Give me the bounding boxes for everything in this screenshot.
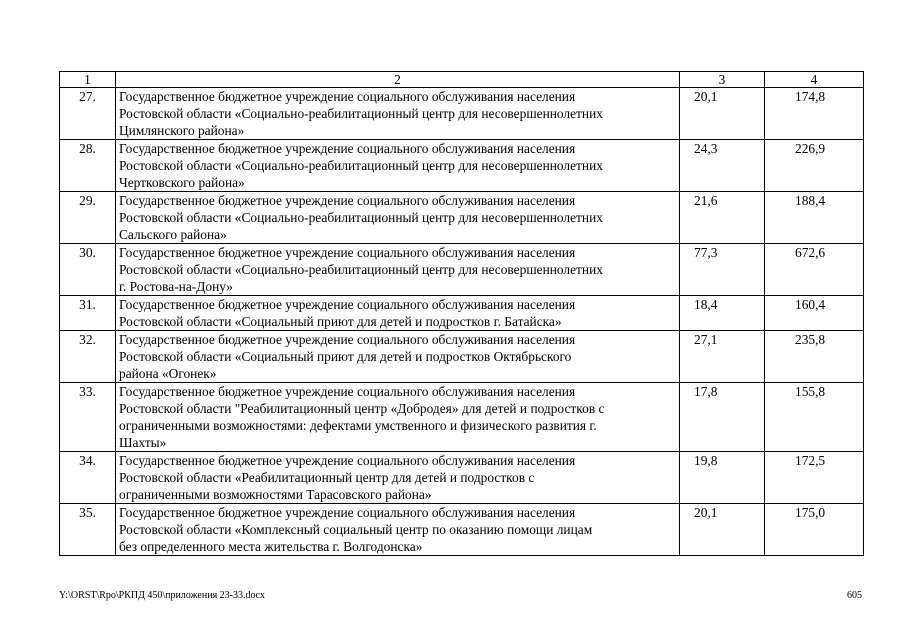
institution-name-line: Государственное бюджетное учреждение социального обслуживания населения	[119, 453, 576, 468]
institution-name-line: Ростовской области «Социально-реабилитационный центр для несовершеннолетних	[119, 158, 603, 173]
institution-name-line: Государственное бюджетное учреждение социального обслуживания населения	[119, 141, 576, 156]
institution-name-line: Ростовской области «Социальный приют для детей и подростков Октябрьского	[119, 349, 572, 364]
value-col-4: 672,6	[765, 244, 864, 296]
institution-name	[116, 244, 680, 296]
value-col-4: 226,9	[765, 140, 864, 192]
institution-name-line: ограниченными возможностями Тарасовского района»	[119, 487, 432, 502]
header-col-1: 1	[60, 72, 116, 88]
header-col-4: 4	[765, 72, 864, 88]
table-body	[60, 72, 864, 556]
institution-name-line: района «Огонек»	[119, 366, 217, 381]
institution-name-line: Государственное бюджетное учреждение социального обслуживания населения	[119, 505, 576, 520]
row-number: 35.	[60, 504, 116, 556]
table-row	[60, 296, 864, 331]
institution-name-line: ограниченными возможностями: дефектами умственного и физического развития г.	[119, 418, 597, 433]
row-number: 31.	[60, 296, 116, 331]
institution-name-line: Шахты»	[119, 435, 167, 450]
appendix-table	[59, 71, 864, 556]
value-col-3: 21,6	[680, 192, 765, 244]
table-row	[60, 331, 864, 383]
table-header-row	[60, 72, 864, 88]
table-row	[60, 504, 864, 556]
table-row	[60, 244, 864, 296]
institution-name	[116, 296, 680, 331]
value-col-3: 18,4	[680, 296, 765, 331]
institution-name-line: Государственное бюджетное учреждение социального обслуживания населения	[119, 193, 576, 208]
institution-name-line: г. Ростова-на-Дону»	[119, 279, 233, 294]
institution-name-line: Сальского района»	[119, 227, 227, 242]
value-col-3: 19,8	[680, 452, 765, 504]
institution-name-line: Ростовской области "Реабилитационный центр «Добродея» для детей и подростков с	[119, 401, 605, 416]
row-number: 32.	[60, 331, 116, 383]
header-col-2: 2	[116, 72, 680, 88]
value-col-4: 172,5	[765, 452, 864, 504]
table-row	[60, 140, 864, 192]
value-col-3: 77,3	[680, 244, 765, 296]
institution-name-line: Цимлянского района»	[119, 123, 245, 138]
institution-name	[116, 192, 680, 244]
institution-name-line: Государственное бюджетное учреждение социального обслуживания населения	[119, 245, 576, 260]
institution-name	[116, 331, 680, 383]
value-col-4: 155,8	[765, 383, 864, 452]
row-number: 29.	[60, 192, 116, 244]
header-col-3: 3	[680, 72, 765, 88]
value-col-3: 17,8	[680, 383, 765, 452]
institution-name	[116, 452, 680, 504]
value-col-4: 160,4	[765, 296, 864, 331]
institution-name-line: Ростовской области «Комплексный социальный центр по оказанию помощи лицам	[119, 522, 593, 537]
institution-name	[116, 504, 680, 556]
value-col-4: 174,8	[765, 88, 864, 140]
table-row	[60, 383, 864, 452]
institution-name-line: Ростовской области «Социально-реабилитационный центр для несовершеннолетних	[119, 106, 603, 121]
row-number: 34.	[60, 452, 116, 504]
footer-file-path: Y:\ORST\Rpo\РКПД 450\приложения 23-33.docx	[59, 590, 265, 601]
table-row	[60, 452, 864, 504]
value-col-3: 27,1	[680, 331, 765, 383]
value-col-3: 20,1	[680, 504, 765, 556]
table-row	[60, 88, 864, 140]
row-number: 30.	[60, 244, 116, 296]
value-col-3: 24,3	[680, 140, 765, 192]
row-number: 28.	[60, 140, 116, 192]
page-number: 605	[847, 590, 862, 601]
value-col-4: 175,0	[765, 504, 864, 556]
institution-name-line: Государственное бюджетное учреждение социального обслуживания населения	[119, 384, 576, 399]
row-number: 27.	[60, 88, 116, 140]
institution-name-line: Государственное бюджетное учреждение социального обслуживания населения	[119, 89, 576, 104]
institution-name-line: Государственное бюджетное учреждение социального обслуживания населения	[119, 297, 576, 312]
value-col-3: 20,1	[680, 88, 765, 140]
institution-name-line: Ростовской области «Социально-реабилитационный центр для несовершеннолетних	[119, 210, 603, 225]
institution-name-line: Ростовской области «Реабилитационный центр для детей и подростков с	[119, 470, 535, 485]
institution-name-line: Ростовской области «Социальный приют для детей и подростков г. Батайска»	[119, 314, 562, 329]
institution-name-line: Государственное бюджетное учреждение социального обслуживания населения	[119, 332, 576, 347]
institution-name	[116, 140, 680, 192]
institution-name-line: Чертковского района»	[119, 175, 245, 190]
value-col-4: 235,8	[765, 331, 864, 383]
institution-name	[116, 383, 680, 452]
institution-name-line: без определенного места жительства г. Волгодонска»	[119, 539, 423, 554]
value-col-4: 188,4	[765, 192, 864, 244]
table-row	[60, 192, 864, 244]
institution-name-line: Ростовской области «Социально-реабилитационный центр для несовершеннолетних	[119, 262, 603, 277]
institution-name	[116, 88, 680, 140]
row-number: 33.	[60, 383, 116, 452]
